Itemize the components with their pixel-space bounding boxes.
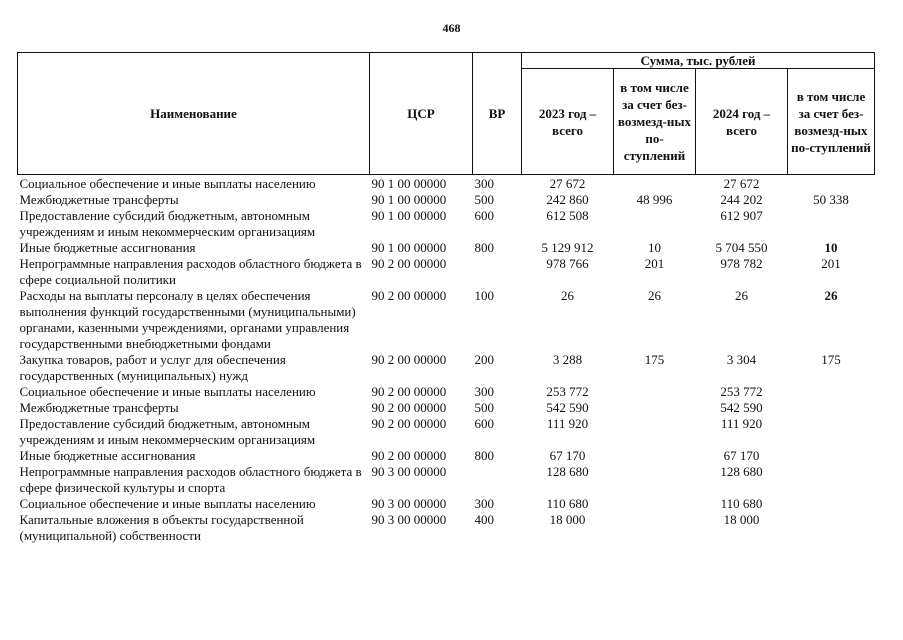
row-2024-total: 111 920 (720, 416, 763, 431)
row-vr: 300 (474, 496, 494, 511)
row-vr (473, 464, 522, 496)
row-csr: 90 3 00 00000 (371, 464, 447, 479)
row-name: Капитальные вложения в объекты государственной (муниципальной) собственности (19, 512, 304, 543)
row-2023-total: 27 672 (549, 176, 586, 191)
row-2024-total: 253 772 (720, 384, 763, 399)
table-row (18, 464, 875, 496)
row-2024-grants: 201 (821, 256, 841, 271)
row-2024-total: 110 680 (720, 496, 763, 511)
row-2023-total: 542 590 (546, 400, 589, 415)
header-csr: ЦСР (370, 53, 473, 175)
row-2024-grants (788, 400, 875, 416)
row-2024-total: 27 672 (723, 176, 760, 191)
row-name: Предоставление субсидий бюджетным, автономным учреждениям и иным некоммерческим организациям (19, 416, 316, 447)
table-row (18, 256, 875, 288)
table-body (18, 175, 875, 545)
row-2023-total: 3 288 (552, 352, 583, 367)
row-2023-grants (614, 400, 696, 416)
row-vr: 800 (474, 240, 494, 255)
table-row (18, 496, 875, 512)
row-name: Непрограммные направления расходов областного бюджета в сфере физической культуры и спорта (19, 464, 362, 495)
row-csr: 90 2 00 00000 (371, 400, 447, 415)
row-2024-grants: 50 338 (813, 192, 849, 207)
row-2023-grants: 48 996 (636, 192, 673, 207)
row-csr: 90 3 00 00000 (371, 512, 447, 527)
row-csr: 90 1 00 00000 (371, 208, 447, 223)
row-csr: 90 1 00 00000 (371, 192, 447, 207)
row-vr: 200 (474, 352, 494, 367)
row-vr: 600 (474, 208, 494, 223)
budget-table (17, 52, 875, 544)
row-2024-grants (788, 384, 875, 400)
row-2023-grants (614, 512, 696, 544)
row-2023-grants: 201 (644, 256, 665, 271)
row-vr: 100 (474, 288, 494, 303)
row-csr: 90 2 00 00000 (371, 448, 447, 463)
table-row (18, 352, 875, 384)
row-vr: 500 (474, 400, 494, 415)
table-row (18, 416, 875, 448)
row-2023-total: 67 170 (549, 448, 586, 463)
row-2023-total: 978 766 (546, 256, 589, 271)
row-2024-total: 978 782 (720, 256, 763, 271)
row-csr: 90 2 00 00000 (371, 352, 447, 367)
header-name: Наименование (18, 53, 370, 175)
row-name: Расходы на выплаты персоналу в целях обеспечения выполнения функций государственными (муниципальными) органами, казенными учреждениями, органами управления государственными внебюджетными фондами (19, 288, 356, 351)
row-2023-total: 111 920 (546, 416, 589, 431)
row-vr: 400 (474, 512, 494, 527)
table-row (18, 192, 875, 208)
table-row (18, 240, 875, 256)
row-vr: 500 (474, 192, 494, 207)
header-sum-group: Сумма, тыс. рублей (522, 53, 875, 69)
row-2024-total: 542 590 (720, 400, 763, 415)
row-csr: 90 2 00 00000 (371, 384, 447, 399)
row-2024-grants: 26 (824, 288, 838, 303)
row-vr: 800 (474, 448, 494, 463)
header-2023-grants: в том числе за счет без-возмезд-ных по-ступлений (614, 69, 696, 175)
row-2024-grants (788, 448, 875, 464)
row-vr (473, 256, 522, 288)
header-2024-grants: в том числе за счет без-возмезд-ных по-ступлений (788, 69, 875, 175)
row-2024-total: 26 (735, 288, 748, 303)
table-row (18, 288, 875, 352)
row-2024-grants: 175 (821, 352, 841, 367)
row-csr: 90 1 00 00000 (371, 240, 447, 255)
row-2024-grants (788, 512, 875, 544)
row-2023-grants (614, 448, 696, 464)
row-2023-total: 253 772 (546, 384, 589, 399)
row-2024-total: 18 000 (723, 512, 760, 527)
row-2023-total: 5 129 912 (541, 240, 594, 255)
row-2024-total: 244 202 (720, 192, 763, 207)
row-csr: 90 2 00 00000 (371, 288, 447, 303)
row-name: Социальное обеспечение и иные выплаты населению (19, 496, 316, 511)
row-2023-total: 26 (561, 288, 574, 303)
row-name: Закупка товаров, работ и услуг для обеспечения государственных (муниципальных) нужд (19, 352, 286, 383)
row-2023-grants (614, 175, 696, 193)
row-2023-grants (614, 464, 696, 496)
row-2023-grants: 26 (648, 288, 661, 303)
table-row (18, 384, 875, 400)
row-csr: 90 2 00 00000 (371, 416, 447, 431)
row-2024-total: 67 170 (723, 448, 760, 463)
row-2023-grants (614, 496, 696, 512)
row-name: Социальное обеспечение и иные выплаты населению (19, 384, 316, 399)
header-2023-total: 2023 год – всего (522, 69, 614, 175)
row-2023-grants (614, 208, 696, 240)
table-row (18, 175, 875, 193)
row-2024-grants (788, 416, 875, 448)
row-2024-total: 128 680 (720, 464, 763, 479)
row-2024-grants (788, 464, 875, 496)
row-2023-total: 128 680 (546, 464, 589, 479)
page-number: 468 (442, 21, 461, 35)
table-row (18, 208, 875, 240)
row-2023-grants: 175 (644, 352, 665, 367)
row-2023-grants (614, 416, 696, 448)
row-name: Межбюджетные трансферты (19, 400, 179, 415)
row-name: Иные бюджетные ассигнования (19, 448, 196, 463)
table-row (18, 448, 875, 464)
row-2023-grants (614, 384, 696, 400)
row-2023-total: 612 508 (546, 208, 589, 223)
row-2024-grants (788, 496, 875, 512)
header-2024-total: 2024 год – всего (696, 69, 788, 175)
table-row (18, 512, 875, 544)
row-csr: 90 1 00 00000 (371, 176, 447, 191)
row-2023-total: 18 000 (549, 512, 586, 527)
row-2024-total: 5 704 550 (715, 240, 768, 255)
row-name: Предоставление субсидий бюджетным, автономным учреждениям и иным некоммерческим организациям (19, 208, 316, 239)
row-2024-total: 3 304 (726, 352, 757, 367)
row-2024-grants (788, 175, 875, 193)
row-2024-total: 612 907 (720, 208, 763, 223)
row-vr: 600 (474, 416, 494, 431)
row-2023-total: 110 680 (546, 496, 589, 511)
row-vr: 300 (474, 384, 494, 399)
row-vr: 300 (474, 176, 494, 191)
row-2024-grants: 10 (824, 240, 838, 255)
row-2024-grants (788, 208, 875, 240)
row-name: Межбюджетные трансферты (19, 192, 179, 207)
row-csr: 90 2 00 00000 (371, 256, 447, 271)
row-csr: 90 3 00 00000 (371, 496, 447, 511)
header-vr: ВР (473, 53, 522, 175)
row-2023-grants: 10 (648, 240, 661, 255)
row-name: Иные бюджетные ассигнования (19, 240, 196, 255)
row-name: Непрограммные направления расходов областного бюджета в сфере социальной политики (19, 256, 362, 287)
table-header (18, 53, 875, 175)
row-name: Социальное обеспечение и иные выплаты населению (19, 176, 316, 191)
table-row (18, 400, 875, 416)
row-2023-total: 242 860 (546, 192, 589, 207)
